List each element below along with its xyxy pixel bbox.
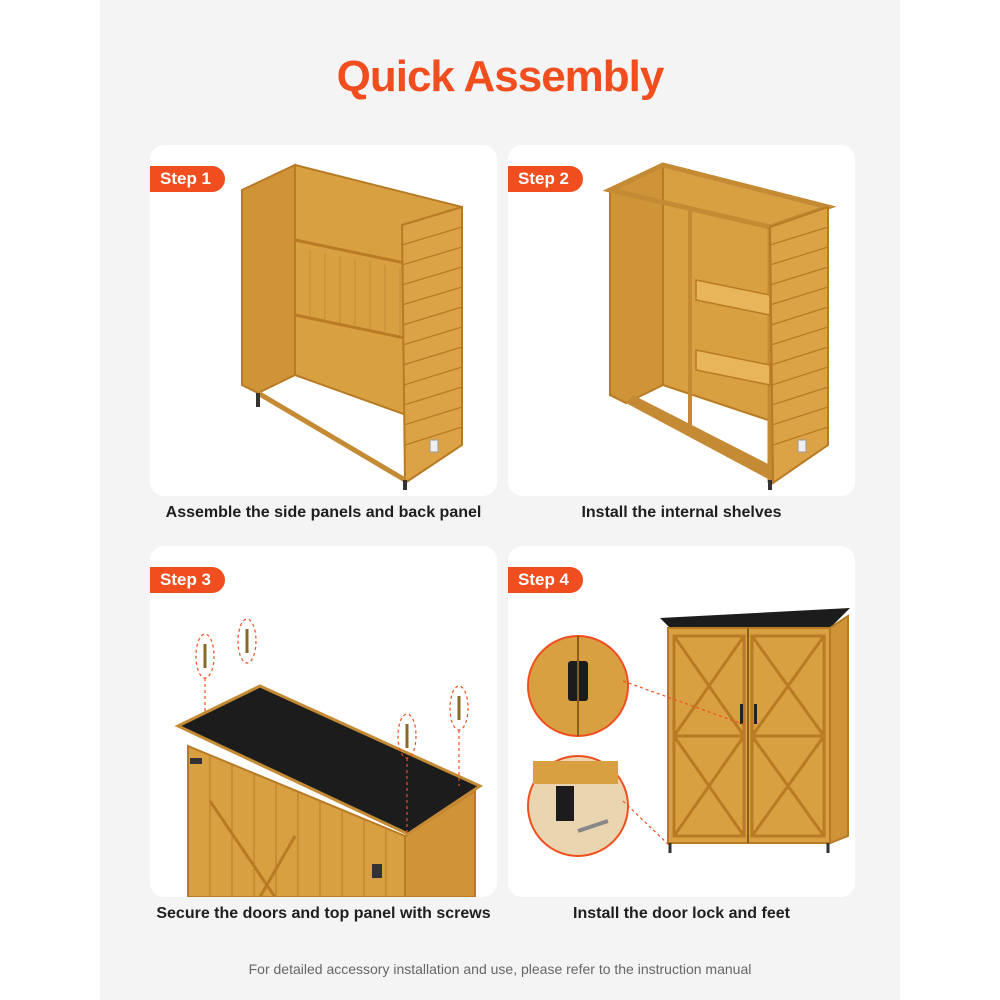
page — [100, 0, 900, 1000]
step-1-caption: Assemble the side panels and back panel — [165, 504, 482, 521]
page-title: Quick Assembly — [336, 52, 664, 101]
step-1-illustration — [150, 145, 497, 496]
step-3-caption: Secure the doors and top panel with screws — [156, 905, 491, 922]
step-1-card — [150, 145, 497, 496]
step-4-badge: Step 4 — [508, 567, 583, 593]
step-2-caption: Install the internal shelves — [581, 504, 782, 521]
step-2-illustration — [508, 145, 855, 496]
instruction-footnote: For detailed accessory installation and use, please refer to the instruction manual — [248, 961, 752, 977]
step-3-card — [150, 546, 497, 897]
step-3-badge: Step 3 — [150, 567, 225, 593]
step-2-card — [508, 145, 855, 496]
step-4-illustration — [508, 546, 855, 897]
step-2-badge: Step 2 — [508, 166, 583, 192]
step-4-caption: Install the door lock and feet — [573, 905, 790, 922]
step-4-card — [508, 546, 855, 897]
step-3-illustration — [150, 546, 497, 897]
step-1-badge: Step 1 — [150, 166, 225, 192]
